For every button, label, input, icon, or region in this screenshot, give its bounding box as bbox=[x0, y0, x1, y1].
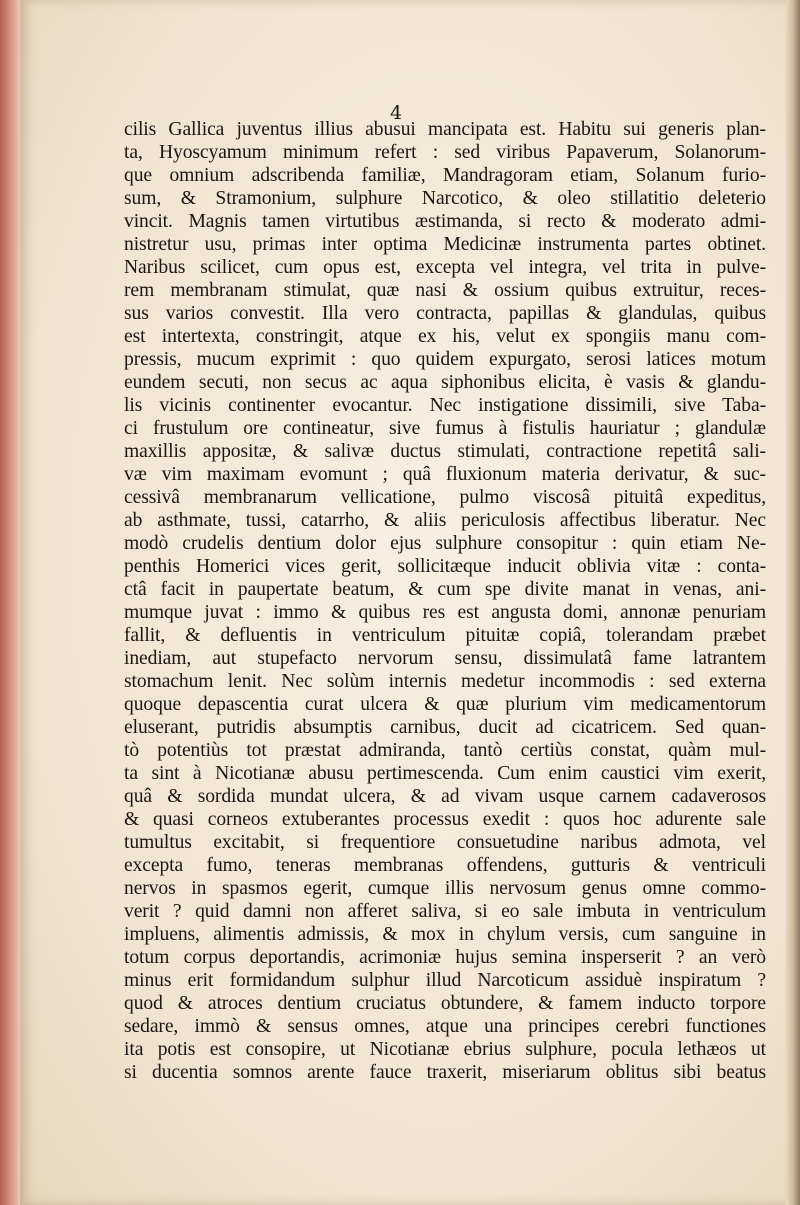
text-line: mumque juvat : immo & quibus res est angusta domi, annonæ penuriam bbox=[124, 602, 766, 623]
text-line: quoque depascentia curat ulcera & quæ plurium vim medicamentorum bbox=[124, 694, 766, 715]
text-line: modò crudelis dentium dolor ejus sulphure consopitur : quin etiam Ne- bbox=[124, 533, 766, 554]
text-line: quod & atroces dentium cruciatus obtundere, & famem inducto torpore bbox=[124, 993, 766, 1014]
book-spine-edge bbox=[0, 0, 22, 1205]
text-line: totum corpus deportandis, acrimoniæ hujus semina insperserit ? an verò bbox=[124, 947, 766, 968]
text-line: ta sint à Nicotianæ abusu pertimescenda. Cum enim caustici vim exerit, bbox=[124, 763, 766, 784]
text-line: eundem secuti, non secus ac aqua siphonibus elicita, è vasis & glandu- bbox=[124, 372, 766, 393]
text-line: verit ? quid damni non afferet saliva, si eo sale imbuta in ventriculum bbox=[124, 901, 766, 922]
text-line: nervos in spasmos egerit, cumque illis nervosum genus omne commo- bbox=[124, 878, 766, 899]
page-right-edge bbox=[786, 0, 800, 1205]
text-line: stomachum lenit. Nec solùm internis medetur incommodis : sed externa bbox=[124, 671, 766, 692]
text-line: sum, & Stramonium, sulphure Narcotico, & oleo stillatitio deleterio bbox=[124, 188, 766, 209]
text-line: pressis, mucum exprimit : quo quidem expurgato, serosi latices motum bbox=[124, 349, 766, 370]
text-line: ctâ facit in paupertate beatum, & cum spe divite manat in venas, ani- bbox=[124, 579, 766, 600]
text-line: lis vicinis continenter evocantur. Nec instigatione dissimili, sive Taba- bbox=[124, 395, 766, 416]
text-line: rem membranam stimulat, quæ nasi & ossium quibus extruitur, reces- bbox=[124, 280, 766, 301]
text-line: maxillis appositæ, & salivæ ductus stimulati, contractione repetitâ sali- bbox=[124, 441, 766, 462]
text-line: fallit, & defluentis in ventriculum pituitæ copiâ, tolerandam præbet bbox=[124, 625, 766, 646]
text-line: nistretur usu, primas inter optima Medicinæ instrumenta partes obtinet. bbox=[124, 234, 766, 255]
text-line: quâ & sordida mundat ulcera, & ad vivam usque carnem cadaverosos bbox=[124, 786, 766, 807]
text-line: penthis Homerici vices gerit, sollicitæque inducit oblivia vitæ : conta- bbox=[124, 556, 766, 577]
text-line: minus erit formidandum sulphur illud Narcoticum assiduè inspiratum ? bbox=[124, 970, 766, 991]
text-line: vincit. Magnis tamen virtutibus æstimanda, si recto & moderato admi- bbox=[124, 211, 766, 232]
text-line: ita potis est consopire, ut Nicotianæ ebrius sulphure, pocula lethæos ut bbox=[124, 1039, 766, 1060]
text-line: væ vim maximam evomunt ; quâ fluxionum materia derivatur, & suc- bbox=[124, 464, 766, 485]
text-line: ci frustulum ore contineatur, sive fumus à fistulis hauriatur ; glandulæ bbox=[124, 418, 766, 439]
text-line: Naribus scilicet, cum opus est, excepta vel integra, vel trita in pulve- bbox=[124, 257, 766, 278]
text-line: que omnium adscribenda familiæ, Mandragoram etiam, Solanum furio- bbox=[124, 165, 766, 186]
text-line: si ducentia somnos arente fauce traxerit, miseriarum oblitus sibi beatus bbox=[124, 1062, 766, 1083]
text-line: impluens, alimentis admissis, & mox in chylum versis, cum sanguine in bbox=[124, 924, 766, 945]
text-line: tumultus excitabit, si frequentiore consuetudine naribus admota, vel bbox=[124, 832, 766, 853]
text-line: eluserant, putridis absumptis carnibus, ducit ad cicatricem. Sed quan- bbox=[124, 717, 766, 738]
text-line: est intertexta, constringit, atque ex his, velut ex spongiis manu com- bbox=[124, 326, 766, 347]
text-line: inediam, aut stupefacto nervorum sensu, dissimulatâ fame latrantem bbox=[124, 648, 766, 669]
text-line: cilis Gallica juventus illius abusui mancipata est. Habitu sui generis plan- bbox=[124, 119, 766, 140]
text-line: sus varios convestit. Illa vero contracta, papillas & glandulas, quibus bbox=[124, 303, 766, 324]
body-text bbox=[124, 118, 766, 1084]
text-line: sedare, immò & sensus omnes, atque una principes cerebri functiones bbox=[124, 1016, 766, 1037]
text-line: ta, Hyoscyamum minimum refert : sed viribus Papaverum, Solanorum- bbox=[124, 142, 766, 163]
page-number: 4 bbox=[389, 102, 403, 124]
text-line: cessivâ membranarum vellicatione, pulmo viscosâ pituitâ expeditus, bbox=[124, 487, 766, 508]
text-line: ab asthmate, tussi, catarrho, & aliis periculosis affectibus liberatur. Nec bbox=[124, 510, 766, 531]
text-line: & quasi corneos extuberantes processus exedit : quos hoc adurente sale bbox=[124, 809, 766, 830]
text-line: excepta fumo, teneras membranas offendens, gutturis & ventriculi bbox=[124, 855, 766, 876]
text-line: tò potentiùs tot præstat admiranda, tantò certiùs constat, quàm mul- bbox=[124, 740, 766, 761]
